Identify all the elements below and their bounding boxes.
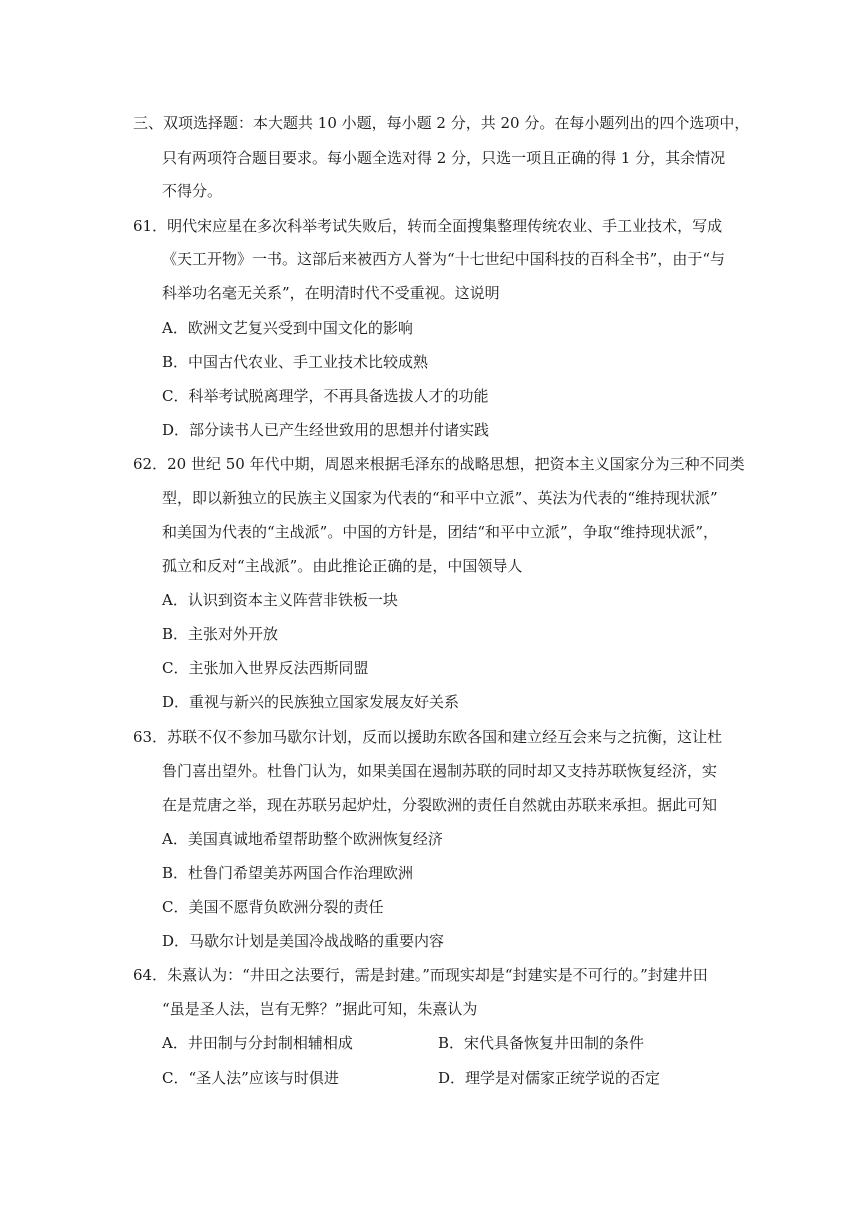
question-stem-line: 鲁门喜出望外。杜鲁门认为，如果美国在遏制苏联的同时却又支持苏联恢复经济，实 — [162, 762, 718, 780]
option-a: A．欧洲文艺复兴受到中国文化的影响 — [162, 319, 413, 337]
question-stem-line: 科举功名毫无关系”，在明清时代不受重视。这说明 — [162, 284, 500, 302]
question-stem-line: 苏联不仅不参加马歇尔计划，反而以援助东欧各国和建立经互会来与之抗衡，这让杜 — [167, 728, 723, 746]
option-d: D．马歇尔计划是美国冷战战略的重要内容 — [162, 932, 445, 950]
question-stem-line: 明代宋应星在多次科举考试失败后，转而全面搜集整理传统农业、手工业技术，写成 — [167, 217, 723, 235]
question-number — [133, 727, 722, 747]
question-stem-line: 在是荒唐之举，现在苏联另起炉灶，分裂欧洲的责任自然就由苏联来承担。据此可知 — [162, 796, 718, 814]
option-c: C．科举考试脱离理学，不再具备选拔人才的功能 — [162, 387, 489, 405]
option-b: B．杜鲁门希望美苏两国合作治理欧洲 — [162, 864, 414, 882]
option-d: D．部分读书人已产生经世致用的思想并付诸实践 — [162, 421, 490, 439]
question-stem-line: “虽是圣人法，岂有无弊？”据此可知，朱熹认为 — [162, 1000, 478, 1018]
option-b: B．主张对外开放 — [162, 625, 279, 643]
option-c: C．主张加入世界反法西斯同盟 — [162, 659, 369, 677]
section-instruction-line-3: 不得分。 — [162, 182, 223, 200]
question-stem-line: 和美国为代表的“主战派”。中国的方针是，团结“和平中立派”，争取“维持现状派”， — [162, 523, 719, 541]
question-number — [133, 965, 708, 985]
option-c: C．“圣人法”应该与时俱进 — [162, 1069, 339, 1087]
option-a: A．美国真诚地希望帮助整个欧洲恢复经济 — [162, 830, 443, 848]
option-b: B．中国古代农业、手工业技术比较成熟 — [162, 353, 429, 371]
option-b: B．宋代具备恢复井田制的条件 — [438, 1034, 645, 1052]
option-d: D．重视与新兴的民族独立国家发展友好关系 — [162, 693, 460, 711]
question-stem-line: 20 世纪 50 年代中期，周恩来根据毛泽东的战略思想，把资本主义国家分为三种不同类 — [167, 455, 745, 473]
question-number-label: 63． — [133, 728, 168, 746]
question-stem-line: 《天工开物》一书。这部后来被西方人誉为“十七世纪中国科技的百科全书”，由于“与 — [162, 250, 726, 268]
option-c: C．美国不愿背负欧洲分裂的责任 — [162, 898, 384, 916]
question-stem-line: 朱熹认为：“井田之法要行，需是封建。”而现实却是“封建实是不可行的。”封建井田 — [167, 966, 708, 984]
question-number — [133, 216, 722, 236]
option-d: D．理学是对儒家正统学说的否定 — [438, 1069, 661, 1087]
question-number — [133, 454, 745, 474]
section-instruction-line-2: 只有两项符合题目要求。每小题全选对得 2 分，只选一项且正确的得 1 分，其余情况 — [162, 149, 726, 167]
question-stem-line: 孤立和反对“主战派”。由此推论正确的是，中国领导人 — [162, 557, 523, 575]
option-a: A．井田制与分封制相辅相成 — [162, 1034, 353, 1052]
option-a: A．认识到资本主义阵营非铁板一块 — [162, 591, 398, 609]
question-stem-line: 型，即以新独立的民族主义国家为代表的“和平中立派”、英法为代表的“维持现状派” — [162, 489, 718, 507]
question-number-label: 64． — [133, 966, 168, 984]
question-number-label: 62． — [133, 455, 168, 473]
question-number-label: 61． — [133, 217, 168, 235]
section-instruction-line-1: 三、双项选择题：本大题共 10 小题，每小题 2 分，共 20 分。在每小题列出的四个选项中， — [133, 114, 750, 132]
